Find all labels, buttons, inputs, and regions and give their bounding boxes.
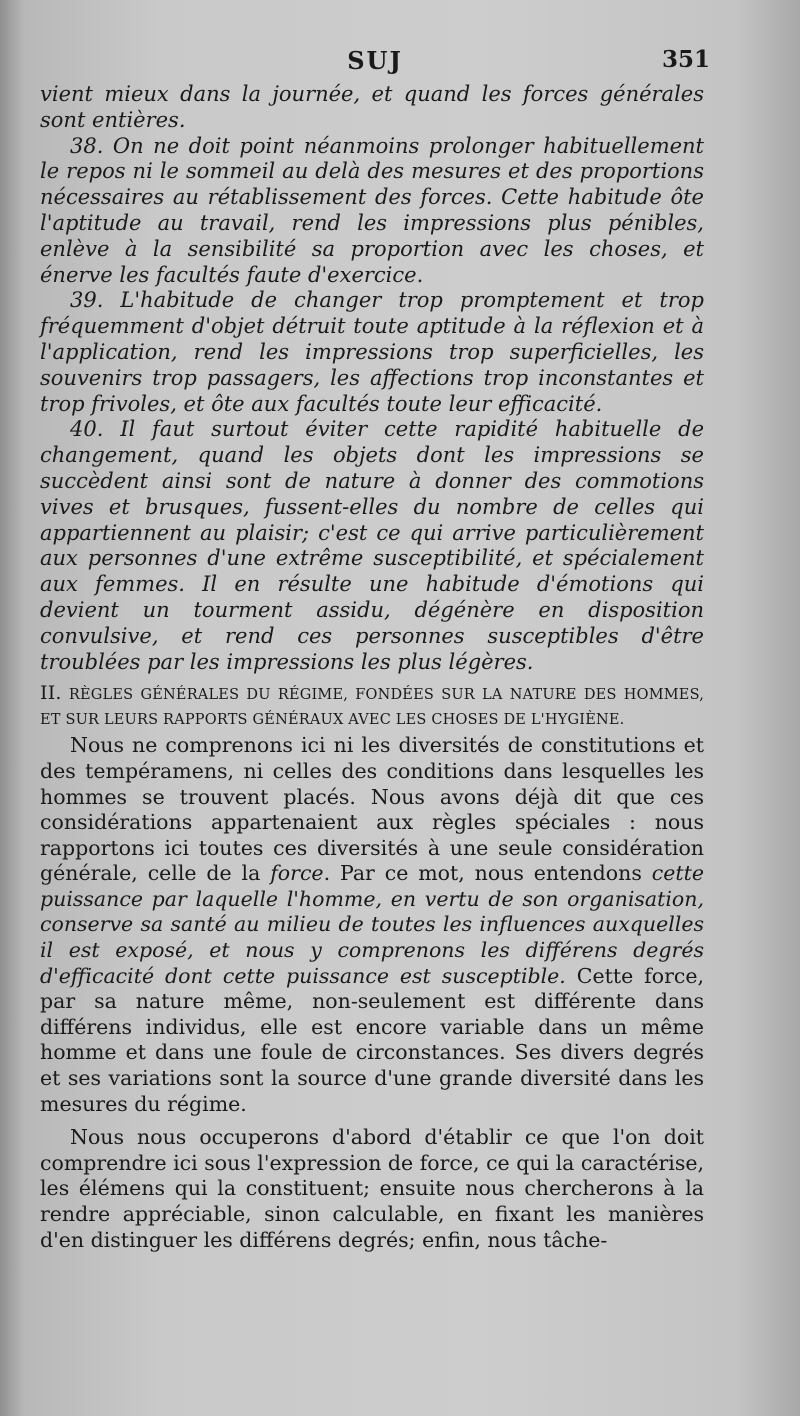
roman-text (40, 733, 704, 1253)
running-header (40, 46, 710, 80)
text-run: Cette force, par sa nature même, non-seulement est différente dans différens individus, elle est encore variable dans un même homme et dans une foule de circonstances. Ses divers degrés et ses variations sont la source d'une grande diversité dans les mesures du régime. (40, 963, 704, 1116)
paragraph-39: 39. L'habitude de changer trop promptement et trop fréquemment d'objet détruit toute aptitude à la réflexion et à l'application, rend les impressions trop superficielles, les souvenirs trop passagers, les affections trop inconstantes et trop frivoles, et ôte aux facultés toute leur efficacité. (40, 288, 704, 416)
paragraph-38: 38. On ne doit point néanmoins prolonger habituellement le repos ni le sommeil au delà des mesures et des proportions nécessaires au rétablissement des forces. Cette habitude ôte l'aptitude au travail, rend les impressions plus pénibles, enlève à la sensibilité sa proportion avec les choses, et énerve les facultés faute d'exercice. (40, 133, 704, 287)
text-run-definition: cette puissance par laquelle l'homme, en vertu de son organisation, conserve sa santé au milieu de toutes les influences auxquelles il est exposé, et nous y comprenons les différens degrés d'efficacité dont cette puissance est susceptible. (40, 861, 704, 988)
section-heading (40, 681, 704, 733)
section-heading-text: RÈGLES GÉNÉRALES DU RÉGIME, FONDÉES SUR LA NATURE DES HOMMES, ET SUR LEURS RAPPORTS GÉNÉRAUX AVEC LES CHOSES DE L'HYGIÈNE. (40, 687, 704, 729)
paragraph-40: 40. Il faut surtout éviter cette rapidité habituelle de changement, quand les objets dont les impressions se succèdent ainsi sont de nature à donner des commotions vives et brusques, fussent-elles du nombre de celles qui appartiennent au plaisir; c'est ce qui arrive particulièrement aux personnes d'une extrême susceptibilité, et spécialement aux femmes. Il en résulte une habitude d'émotions qui devient un tourment assidu, dégénère en disposition convulsive, et rend ces personnes susceptibles d'être troublées par les impressions les plus légères. (40, 417, 704, 674)
paragraph-regime-1 (40, 733, 704, 1117)
text-run: Nous ne comprenons ici ni les diversités de constitutions et des tempéramens, ni celles des conditions dans lesquelles les hommes se trouvent placés. Nous avons déjà dit que ces considérations appartenaient aux règles spéciales : nous rapportons ici toutes ces diversités à une seule considération générale, celle de la (40, 733, 704, 886)
paragraph-regime-2: Nous nous occuperons d'abord d'établir ce que l'on doit comprendre ici sous l'expression de force, ce qui la caractérise, les élémens qui la constituent; ensuite nous chercherons à la rendre appréciable, sinon calculable, en fixant les manières d'en distinguer les différens degrés; enfin, nous tâche- (40, 1125, 704, 1252)
page-body (40, 82, 704, 1253)
paragraph-continuation: vient mieux dans la journée, et quand les forces générales sont entières. (40, 82, 704, 132)
text-run-force: force (270, 861, 324, 886)
text-run: . Par ce mot, nous entendons (323, 861, 652, 886)
section-number: II. (40, 682, 62, 705)
page-number: 351 (661, 46, 710, 73)
running-title: SUJ (347, 46, 403, 75)
